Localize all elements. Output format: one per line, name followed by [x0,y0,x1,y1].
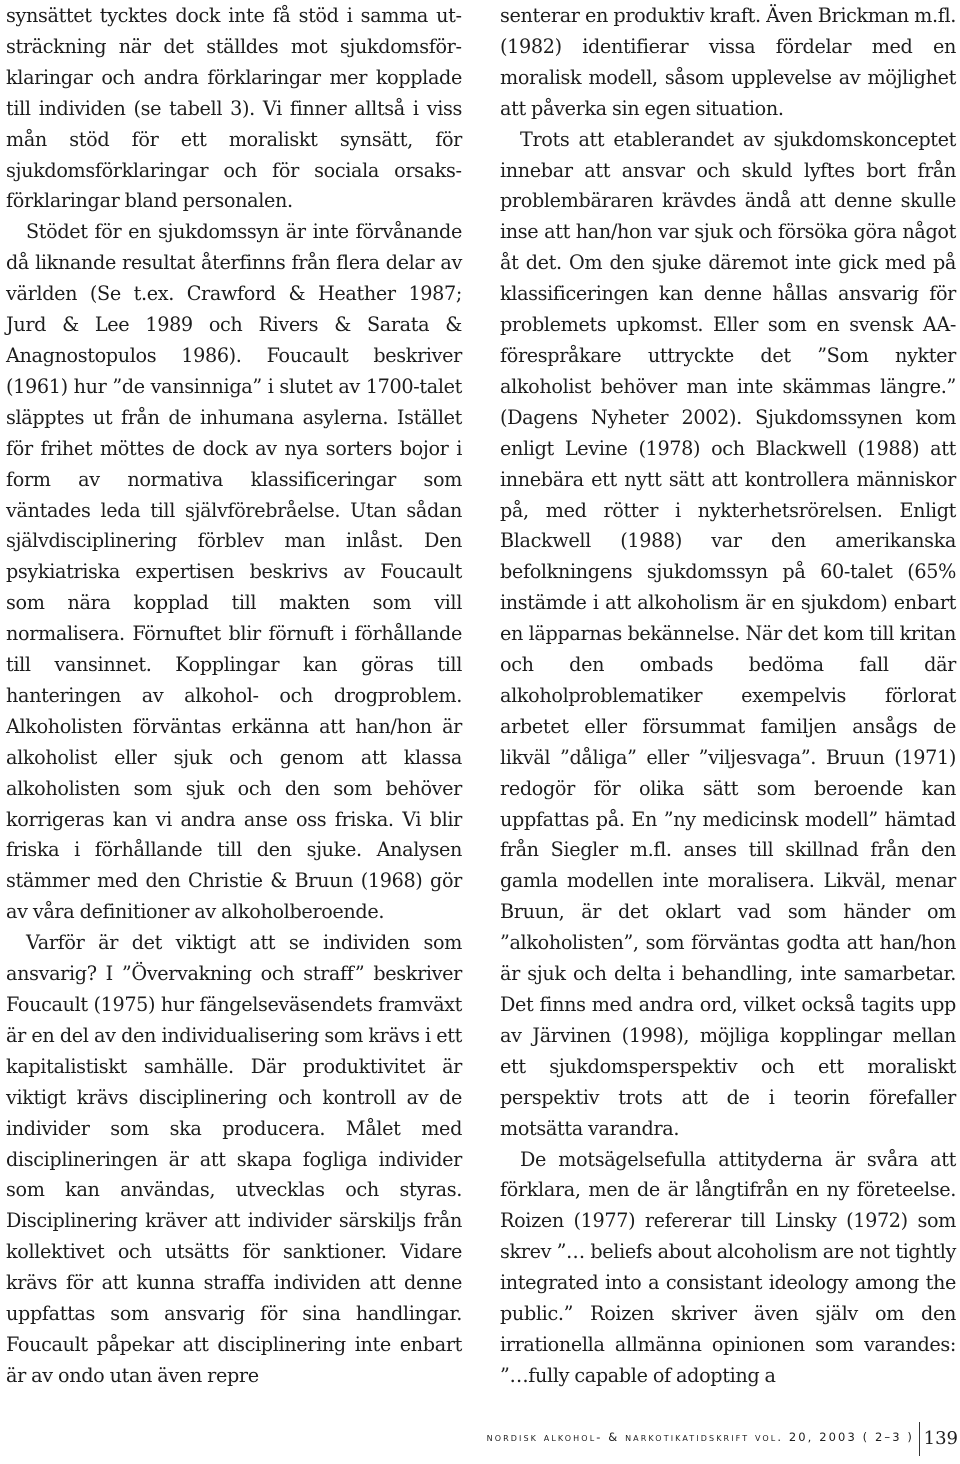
left-column [6,1,462,1392]
right-column [500,1,956,1392]
right-paragraph-2: Trots att etablerandet av sjukdomskonceptet innebar att ansvar och skuld lyftes bort från problembäraren krävdes ändå att denne skulle inse att han/hon var sjuk och försöka göra något åt det. Om den sjuke däremot inte gick med på klassificeringen kan denne hållas ansvarig för problemets upkomst. Eller som en svensk AA-förespråkare uttryckte det ”Som nykter alkoholist behöver man inte skämmas längre.” (Dagens Nyheter 2002). Sjukdomssynen kom enligt Levine (1978) och Blackwell (1988) att innebära ett nytt sätt att kontrollera människor på, med rötter i nykterhetsrörelsen. Enligt Blackwell (1988) var den amerikanska befolkningens sjukdomssyn på 60-talet (65% instämde i att alkoholism är en sjukdom) enbart en läpparnas bekännelse. När det kom till kritan och den ombads bedöma fall där alkoholproblematiker exempelvis förlorat arbetet eller försummat familjen ansågs de likväl ”dåliga” eller ”viljesvaga”. Bruun (1971) redogör för olika sätt som beroende kan uppfattas på. En ”ny medicinsk modell” hämtad från Siegler m.fl. anses till skillnad från den gamla modellen inte moralisera. Likväl, menar Bruun, är det oklart vad som händer om ”alkoholisten”, som förväntas godta att han/hon är sjuk och delta i behandling, inte samarbetar. Det finns med andra ord, vilket också tagits upp av Järvinen (1998), möjliga kopplingar mellan ett sjukdomsperspektiv och ett moraliskt perspektiv trots att de i teorin förefaller motsätta varandra. [500,127,956,1140]
journal-running-title: nordisk alkohol- & narkotikatidskrift vol. 20, 2003 ( 2–3 ) [486,1430,914,1444]
page-number-divider [919,1422,920,1456]
left-paragraph-3: Varför är det viktigt att se individen som ansvarig? I ”Övervakning och straff” beskriver Foucault (1975) hur fängelseväsendets framväxt är en del av den individualisering som krävs i ett kapitalistiskt samhälle. Där produktivitet är viktigt krävs disciplinering och kontroll av de individer som ska producera. Målet med disciplineringen är att skapa fogliga individer som kan användas, utvecklas och styras. Disciplinering kräver att individer särskiljs från kollektivet och utsätts för sanktioner. Vidare krävs för att kunna straffa individen att denne uppfattas som ansvarig för sina handlingar. Foucault påpekar att disciplinering inte enbart är av ondo utan även repre [6,931,462,1387]
right-paragraph-3: De motsägelsefulla attityderna är svåra att förklara, men de är långtifrån en ny företeelse. Roizen (1977) refererar till Linsky (1972) som skrev ”… beliefs about alcoholism are not tightly integrated into a consistant ideology among the public.” Roizen skriver även själv om den irrationella allmänna opinionen som varandes: ”…fully capable of adopting a [500,1147,956,1387]
right-paragraph-1: senterar en produktiv kraft. Även Brickman m.fl. (1982) identifierar vissa fördelar med en moralisk modell, såsom upplevelse av möjlighet att påverka sin egen situation. [500,4,956,120]
page-footer [0,1420,960,1460]
left-paragraph-2: Stödet för en sjukdomssyn är inte förvånande då liknande resultat återfinns från flera delar av världen (Se t.ex. Crawford & Heather 1987; Jurd & Lee 1989 och Rivers & Sarata & Anagnostopulos 1986). Foucault beskriver (1961) hur ”de vansinniga” i slutet av 1700-talet släpptes ut från de inhumana asylerna. Istället för frihet möttes de dock av nya sorters bojor i form av normativa klassificeringar som väntades leda till självförebråelse. Utan sådan självdisciplinering förblev man inlåst. Den psykiatriska expertisen beskrivs av Foucault som nära kopplad till makten som vill normalisera. Förnuftet blir förnuft i förhållande till vansinnet. Kopplingar kan göras till hanteringen av alkohol- och drogproblem. Alkoholisten förväntas erkänna att han/hon är alkoholist eller sjuk och genom att klassa alkoholisten som sjuk och den som behöver korrigeras kan vi andra anse oss friska. Vi blir friska i förhållande till den sjuke. Analysen stämmer med den Christie & Bruun (1968) gör av våra definitioner av alkoholberoende. [6,220,462,924]
page-number: 139 [923,1428,958,1449]
left-paragraph-1: synsättet tycktes dock inte få stöd i samma utsträckning när det ställdes mot sjukdomsförklaringar och andra förklaringar mer kopplade till individen (se tabell 3). Vi finner alltså i viss mån stöd för ett moraliskt synsätt, för sjukdomsförklaringar och för sociala orsaksförklaringar bland personalen. [6,4,462,213]
